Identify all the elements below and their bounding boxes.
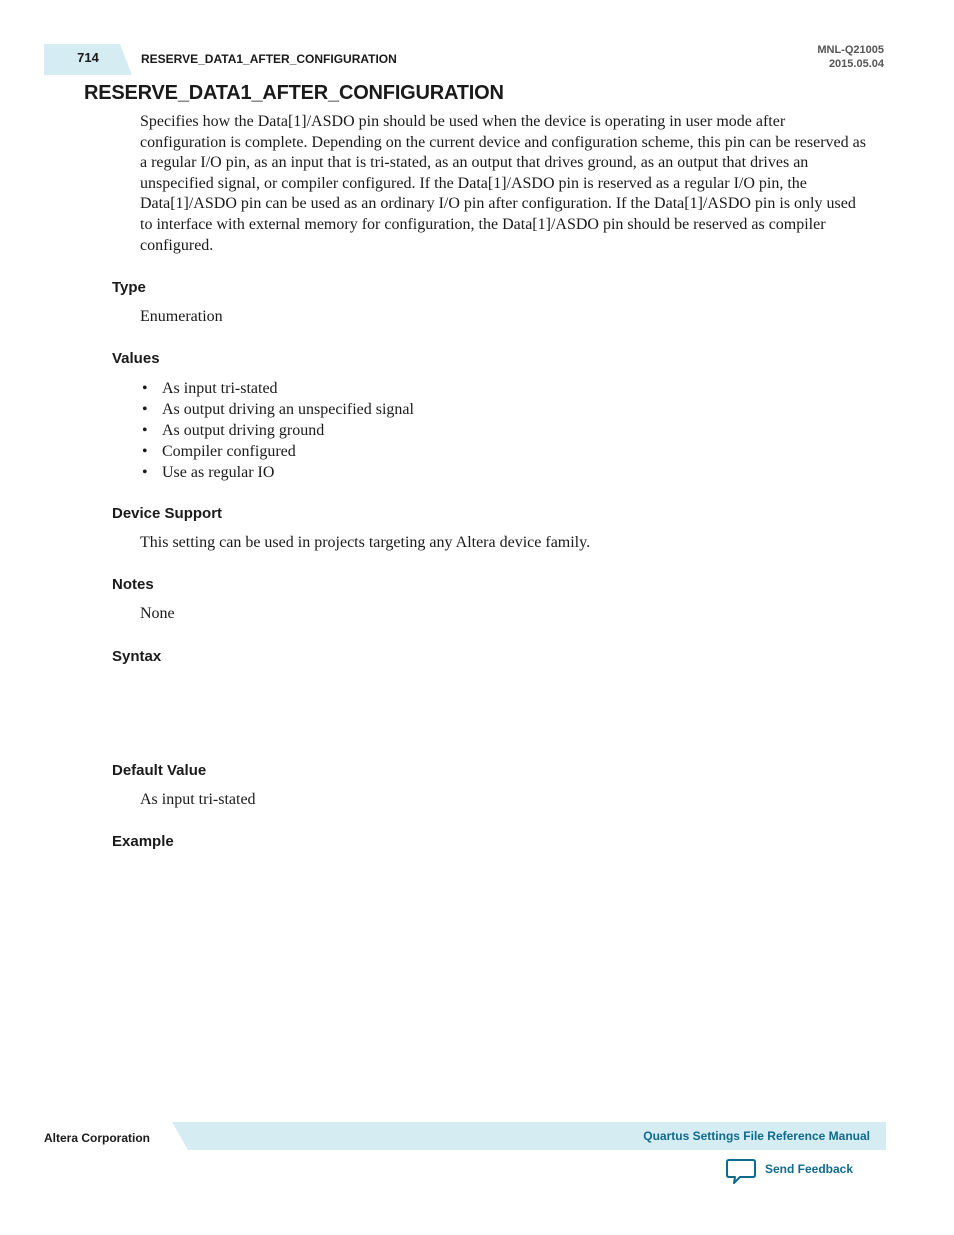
section-heading-type: Type — [112, 279, 146, 296]
doc-meta — [817, 43, 884, 71]
manual-link[interactable]: Quartus Settings File Reference Manual — [643, 1129, 870, 1143]
device-support-text: This setting can be used in projects targeting any Altera device family. — [140, 534, 591, 551]
values-list — [140, 378, 414, 483]
list-item: • As output driving an unspecified signal — [140, 399, 414, 420]
doc-id: MNL-Q21005 — [817, 44, 884, 56]
type-value: Enumeration — [140, 308, 223, 325]
doc-date: 2015.05.04 — [828, 58, 884, 70]
running-title: RESERVE_DATA1_AFTER_CONFIGURATION — [141, 52, 397, 66]
section-heading-syntax: Syntax — [112, 648, 162, 665]
section-heading-values: Values — [112, 350, 160, 367]
list-item: • As input tri-stated — [140, 378, 414, 399]
page-number: 714 — [77, 50, 99, 65]
section-heading-example: Example — [112, 833, 174, 850]
section-heading-notes: Notes — [112, 576, 154, 593]
description: Specifies how the Data[1]/ASDO pin should be used when the device is operating in user mode after configuration is complete. Depending on the current device and configuration scheme, this pin can be reserved as a regular I/O pin, as an input that is tri-stated, as an output that drives ground, as an output that drives an unspecified signal, or compiler configured. If the Data[1]/ASDO pin is reserved as a regular I/O pin, the Data[1]/ASDO pin can be used as an ordinary I/O pin after configuration. If the Data[1]/ASDO pin is only used to interface with external memory for configuration, the Data[1]/ASDO pin should be reserved as compiler configured. — [140, 113, 866, 254]
chat-bubble-icon — [726, 1158, 756, 1186]
list-item: • Use as regular IO — [140, 462, 414, 483]
section-heading-default-value: Default Value — [112, 762, 207, 779]
page-title: RESERVE_DATA1_AFTER_CONFIGURATION — [84, 82, 504, 104]
send-feedback-button[interactable] — [726, 1158, 853, 1186]
send-feedback-label: Send Feedback — [765, 1162, 854, 1176]
footer-company: Altera Corporation — [44, 1131, 151, 1145]
list-item: • Compiler configured — [140, 441, 414, 462]
default-value-text: As input tri-stated — [140, 791, 256, 808]
notes-text: None — [140, 605, 175, 622]
section-heading-device-support: Device Support — [112, 505, 223, 522]
list-item: • As output driving ground — [140, 420, 414, 441]
